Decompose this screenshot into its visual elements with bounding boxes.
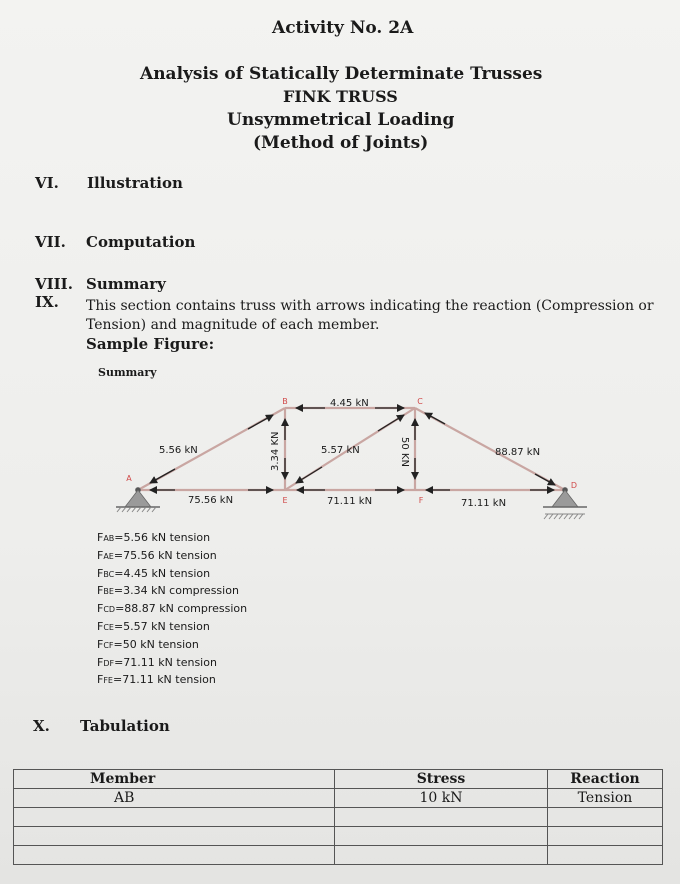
table-cell bbox=[548, 846, 663, 865]
section-computation: Computation bbox=[86, 233, 196, 251]
force-subscript: AB bbox=[103, 534, 115, 543]
node-label-f: F bbox=[418, 496, 424, 505]
arrow-ab-b bbox=[248, 415, 273, 429]
table-cell bbox=[335, 846, 548, 865]
table-row bbox=[14, 827, 663, 846]
force-subscript: DF bbox=[103, 658, 115, 668]
label-ce: 5.57 kN bbox=[321, 445, 360, 456]
arrow-ce-c bbox=[378, 415, 404, 431]
figure-caption: Summary bbox=[98, 366, 157, 379]
force-value: =5.57 kN tension bbox=[113, 619, 210, 633]
member-force-item bbox=[97, 619, 247, 637]
table-cell bbox=[548, 827, 663, 846]
force-value: =50 kN tension bbox=[113, 637, 199, 651]
force-subscript: BE bbox=[103, 587, 114, 597]
section-viii-number: VIII. bbox=[35, 275, 73, 293]
member-force-item bbox=[97, 583, 247, 601]
node-label-d: D bbox=[570, 481, 578, 490]
table-cell bbox=[548, 808, 663, 827]
arrow-cd-c bbox=[425, 413, 445, 424]
section-x-number: X. bbox=[33, 717, 50, 735]
force-symbol: F bbox=[97, 673, 104, 687]
member-force-item bbox=[97, 637, 247, 655]
label-bc: 4.45 kN bbox=[330, 398, 369, 409]
force-value: =3.34 kN compression bbox=[113, 584, 239, 598]
node-label-b: B bbox=[282, 397, 288, 406]
table-cell: AB bbox=[14, 789, 335, 808]
member-force-item bbox=[97, 548, 247, 566]
force-value: =5.56 kN tension bbox=[114, 531, 211, 544]
member-force-item bbox=[97, 672, 247, 690]
activity-number: Activity No. 2A bbox=[272, 18, 414, 38]
section-tabulation: Tabulation bbox=[80, 717, 170, 735]
page-title: Analysis of Statically Determinate Trusses bbox=[140, 64, 543, 84]
label-ae: 75.56 kN bbox=[188, 495, 234, 506]
section-vii-number: VII. bbox=[35, 233, 66, 251]
force-value: =88.87 kN compression bbox=[115, 602, 248, 616]
label-fd: 71.11 kN bbox=[461, 498, 507, 509]
force-subscript: FE bbox=[103, 676, 113, 686]
table-cell bbox=[14, 827, 335, 846]
arrow-cd-d bbox=[535, 474, 555, 485]
node-label-e: E bbox=[282, 496, 288, 505]
force-subscript: CE bbox=[103, 622, 114, 632]
force-symbol: F bbox=[97, 566, 104, 580]
force-subscript: AE bbox=[103, 551, 114, 561]
header-reaction: Reaction bbox=[548, 770, 663, 789]
table-cell: Tension bbox=[548, 789, 663, 808]
table-row bbox=[14, 789, 663, 808]
sample-figure-label: Sample Figure: bbox=[86, 335, 215, 353]
node-label-c: C bbox=[417, 397, 423, 406]
section-vi-number: VI. bbox=[35, 174, 59, 192]
section-ix-text-line2: Tension) and magnitude of each member. bbox=[86, 317, 380, 333]
label-ab: 5.56 kN bbox=[159, 445, 198, 456]
force-symbol: F bbox=[97, 584, 104, 598]
force-subscript: CD bbox=[103, 605, 116, 615]
force-symbol: F bbox=[97, 602, 104, 616]
member-force-item bbox=[97, 655, 247, 673]
force-symbol: F bbox=[97, 619, 104, 633]
arrow-ab-a bbox=[150, 469, 175, 483]
member-force-item bbox=[97, 601, 247, 619]
section-summary: Summary bbox=[86, 275, 166, 293]
label-cf: 50 KN bbox=[399, 437, 410, 467]
arrow-ce-e bbox=[296, 467, 322, 483]
table-row bbox=[14, 808, 663, 827]
label-be: 3.34 KN bbox=[270, 431, 281, 471]
member-force-list bbox=[97, 530, 247, 690]
label-ef: 71.11 kN bbox=[327, 496, 373, 507]
table-cell bbox=[335, 808, 548, 827]
section-ix-number: IX. bbox=[35, 293, 59, 311]
section-illustration: Illustration bbox=[87, 174, 183, 192]
table-cell bbox=[14, 808, 335, 827]
force-value: =71.11 kN tension bbox=[114, 655, 217, 669]
method-name: (Method of Joints) bbox=[253, 133, 429, 153]
truss-type: FINK TRUSS bbox=[283, 87, 398, 106]
force-value: =75.56 kN tension bbox=[113, 548, 217, 562]
tabulation-table bbox=[13, 769, 663, 865]
loading-type: Unsymmetrical Loading bbox=[227, 110, 455, 130]
force-symbol: F bbox=[97, 548, 104, 562]
force-value: =4.45 kN tension bbox=[114, 566, 211, 580]
table-row bbox=[14, 846, 663, 865]
force-subscript: CF bbox=[103, 640, 114, 650]
force-symbol: F bbox=[97, 531, 104, 544]
force-symbol: F bbox=[97, 637, 104, 651]
table-cell: 10 kN bbox=[335, 789, 548, 808]
force-value: =71.11 kN tension bbox=[112, 673, 216, 687]
label-cd: 88.87 kN bbox=[495, 447, 541, 458]
section-ix-text-line1: This section contains truss with arrows indicating the reaction (Compression or bbox=[86, 298, 654, 314]
header-member: Member bbox=[14, 770, 335, 789]
force-subscript: BC bbox=[103, 569, 115, 579]
table-cell bbox=[14, 846, 335, 865]
table-cell bbox=[335, 827, 548, 846]
header-stress: Stress bbox=[335, 770, 548, 789]
table-header-row bbox=[14, 770, 663, 789]
force-symbol: F bbox=[97, 655, 104, 669]
member-force-item bbox=[97, 530, 247, 548]
member-force-item bbox=[97, 566, 247, 584]
node-label-a: A bbox=[126, 474, 132, 483]
